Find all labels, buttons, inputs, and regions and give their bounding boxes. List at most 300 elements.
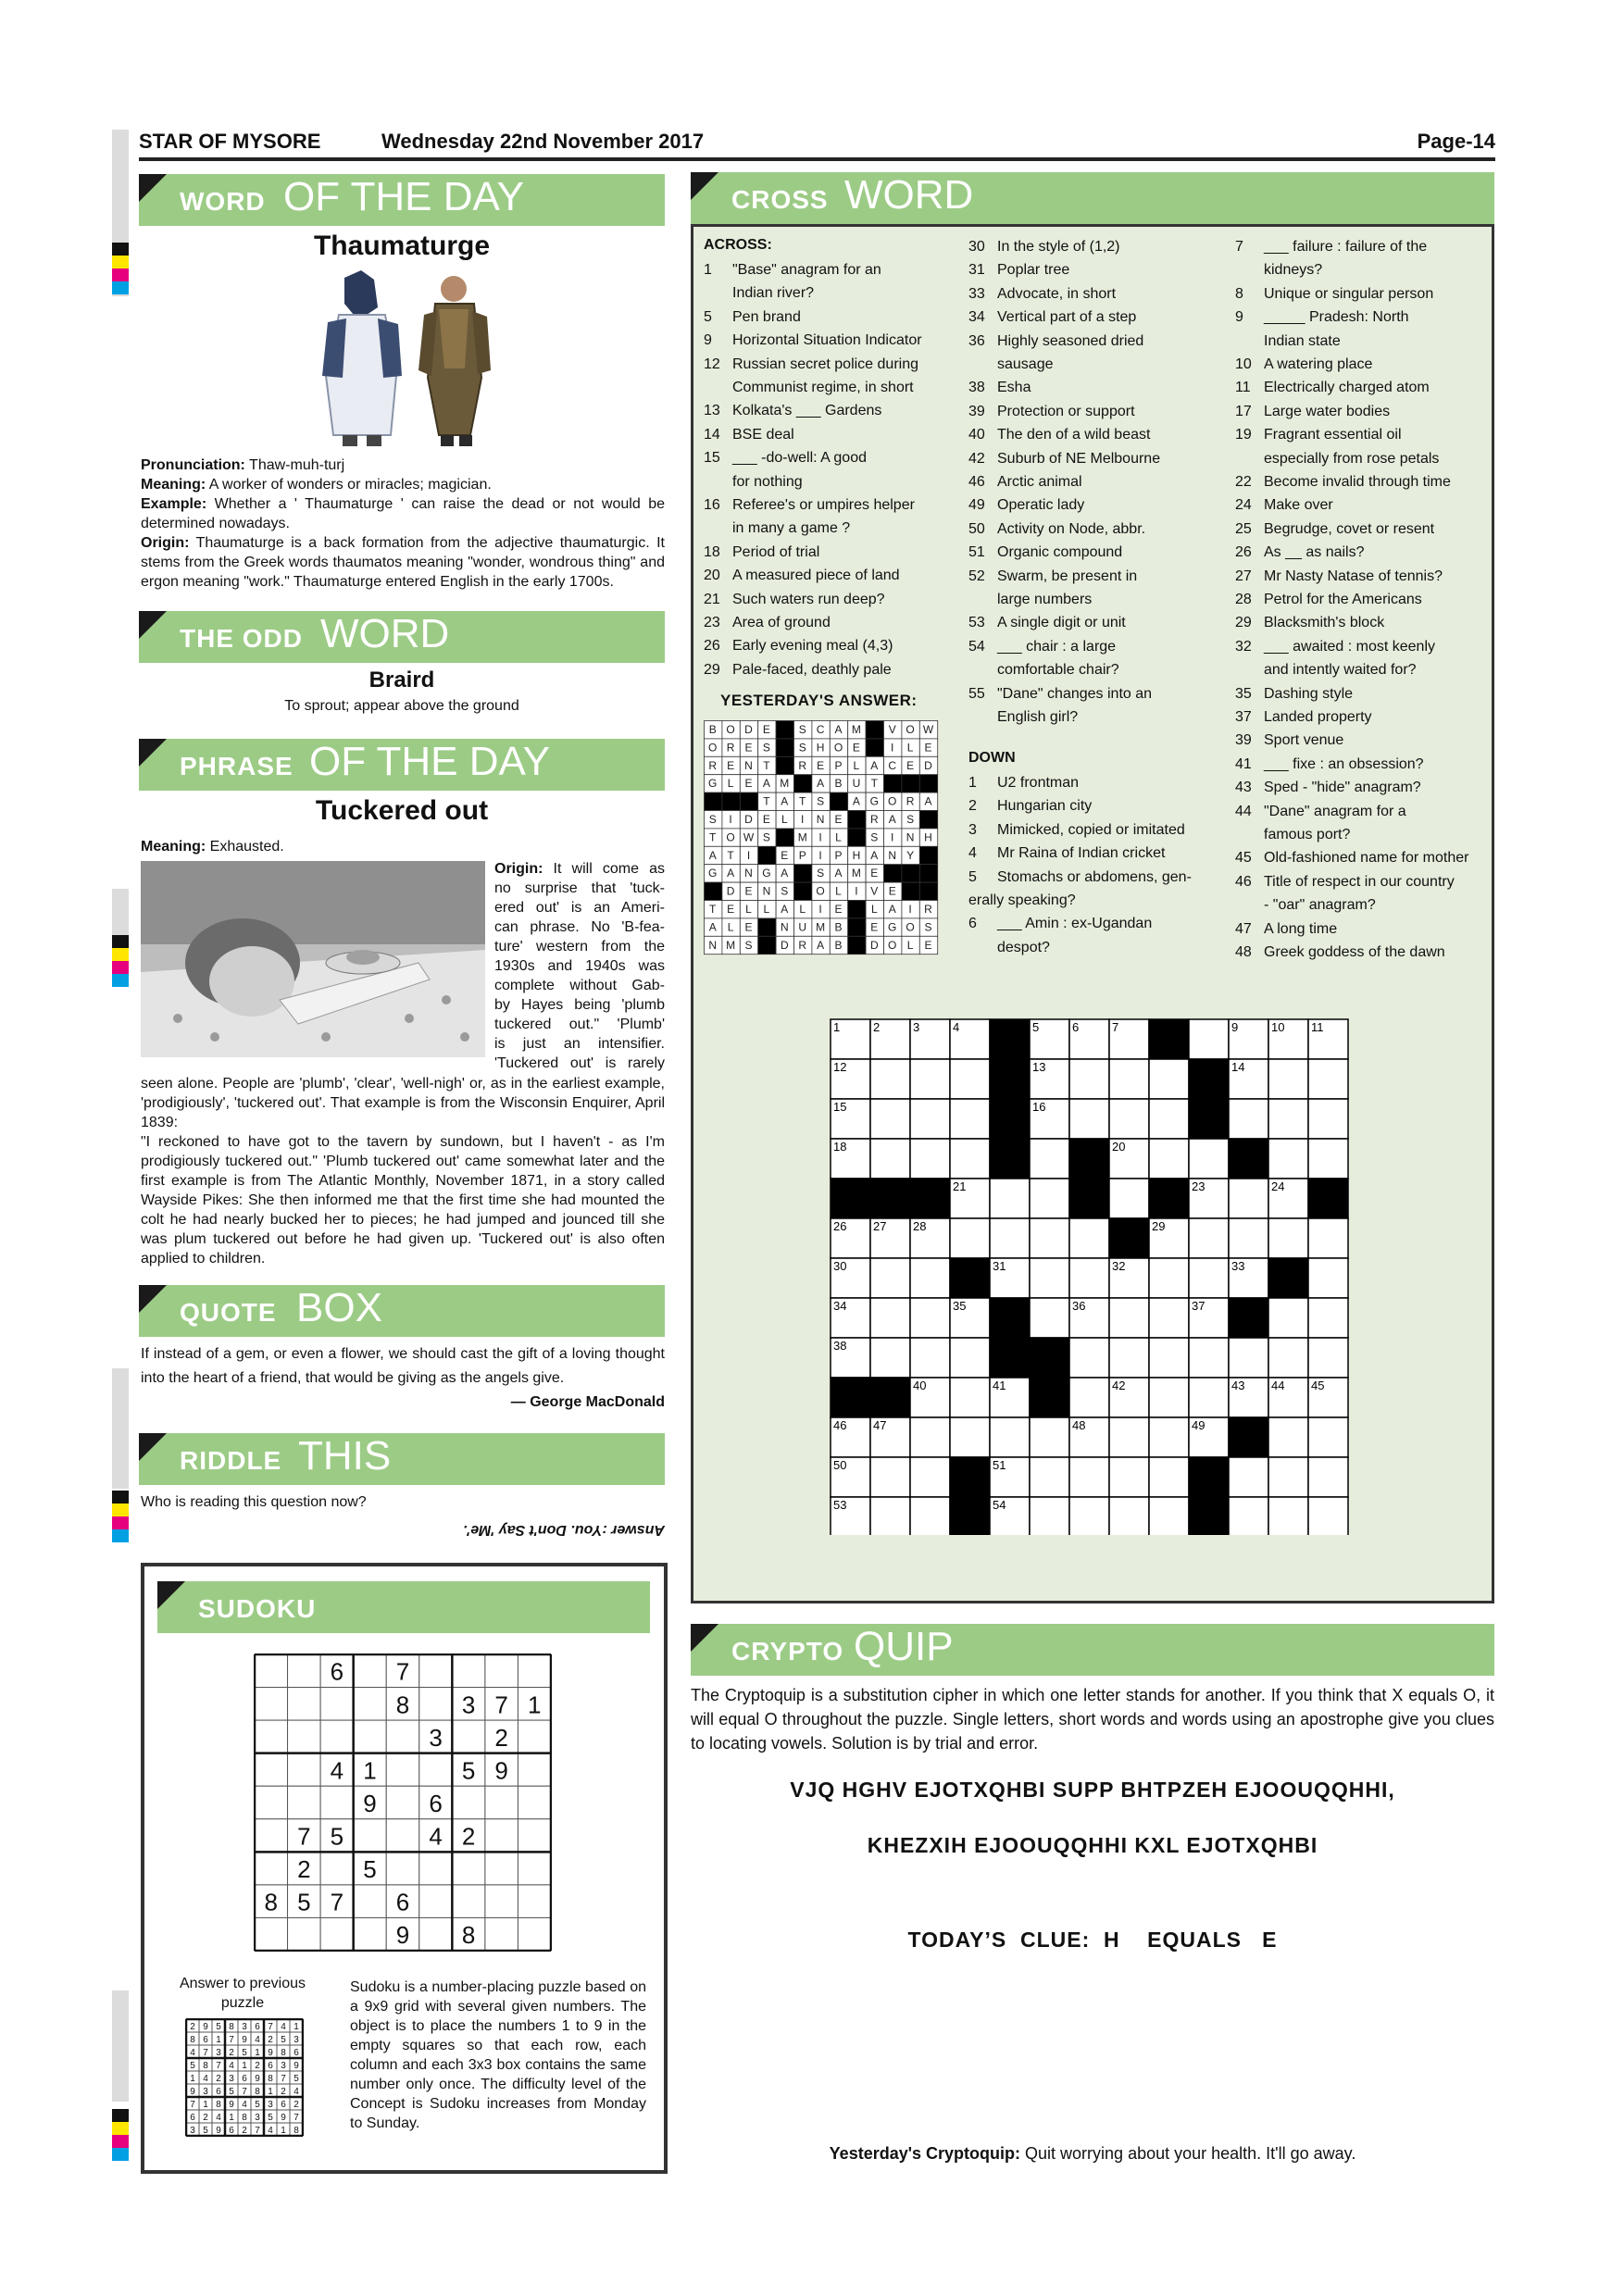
answer-number: 8 [268, 2073, 273, 2084]
answer-number: 7 [268, 2021, 273, 2032]
sudoku-cell[interactable] [255, 1720, 288, 1753]
answer-number: 4 [242, 2099, 247, 2110]
crossword-cell[interactable] [1149, 1059, 1189, 1099]
clue-number: 17 [1235, 403, 1252, 419]
clue-text: A single digit or unit [997, 615, 1126, 631]
answer-letter: E [762, 723, 770, 736]
header-small-text: QUOTE [180, 1298, 277, 1327]
crossword-cell[interactable] [870, 1457, 910, 1497]
cell-number: 36 [1072, 1299, 1086, 1313]
clue-item [704, 306, 959, 329]
clue-item [1235, 306, 1494, 353]
clue-number: 52 [968, 568, 985, 584]
crossword-cell[interactable] [1308, 1258, 1348, 1298]
clue-text: ___ fixe : an obsession? [1264, 755, 1424, 772]
crossword-cell[interactable] [1229, 1099, 1268, 1139]
issue-date: Wednesday 22nd November 2017 [381, 130, 705, 153]
cell-number: 8 [1152, 1020, 1159, 1034]
clue-text: ___ awaited : most keenly and intently waited for? [1264, 638, 1435, 679]
answer-letter: I [729, 813, 732, 826]
crossword-cell[interactable] [1109, 1497, 1149, 1535]
answer-number: 1 [203, 2099, 208, 2110]
sudoku-cell[interactable] [419, 1885, 453, 1918]
sudoku-cell[interactable] [386, 1852, 419, 1885]
answer-number: 9 [268, 2047, 273, 2058]
answer-letter: S [744, 938, 753, 952]
clue-item [968, 794, 1228, 817]
answer-letter: C [888, 758, 897, 772]
answer-letter: N [906, 830, 915, 844]
crossword-cell[interactable] [870, 1059, 910, 1099]
crossword-cell[interactable] [1268, 1338, 1308, 1378]
answer-number: 8 [242, 2112, 247, 2123]
riddle-question: Who is reading this question now? [141, 1494, 367, 1510]
crossword-cell[interactable] [1109, 1417, 1149, 1457]
sudoku-cell[interactable] [255, 1654, 288, 1688]
clue-number: 25 [1235, 520, 1252, 537]
crossword-cell[interactable] [1189, 1338, 1229, 1378]
quote-author: — George MacDonald [510, 1394, 665, 1410]
clue-item [704, 353, 959, 400]
sudoku-cell[interactable] [485, 1786, 518, 1819]
clue-item [1235, 800, 1494, 847]
clue-number: 38 [968, 380, 985, 396]
color-registration-marks [112, 2109, 129, 2161]
answer-number: 5 [242, 2047, 247, 2058]
crossword-cell[interactable] [1308, 1497, 1348, 1535]
crossword-cell[interactable] [1268, 1059, 1308, 1099]
clue-text: ___ chair : a large comfortable chair? [997, 638, 1119, 679]
crossword-cell[interactable] [870, 1298, 910, 1338]
crossword-cell[interactable] [870, 1258, 910, 1298]
black-square [776, 721, 793, 739]
sudoku-cell[interactable] [386, 1720, 419, 1753]
crossword-cell[interactable] [1030, 1457, 1069, 1497]
crossword-cell[interactable] [1030, 1258, 1069, 1298]
crossword-cell[interactable] [1109, 1338, 1149, 1378]
crossword-cell[interactable] [950, 1338, 990, 1378]
answer-number: 4 [255, 2034, 260, 2045]
crossword-cell[interactable] [910, 1417, 950, 1457]
origin-line: Origin: It will come as [494, 861, 665, 877]
crossword-cell[interactable] [1149, 1378, 1189, 1417]
answer-letter: S [906, 813, 915, 826]
crossword-cell[interactable] [1030, 1218, 1069, 1258]
crossword-cell[interactable] [910, 1059, 950, 1099]
clue-number: 43 [1235, 780, 1252, 796]
sudoku-cell[interactable] [518, 1786, 551, 1819]
sudoku-cell[interactable] [354, 1654, 387, 1688]
clue-item [968, 376, 1228, 399]
clue-number: 45 [1235, 850, 1252, 867]
crossword-cell[interactable] [1189, 1258, 1229, 1298]
crossword-cell[interactable] [910, 1258, 950, 1298]
answer-letter: E [817, 758, 825, 772]
sudoku-cell[interactable] [255, 1852, 288, 1885]
sudoku-cell[interactable] [255, 1917, 288, 1951]
answer-number: 6 [294, 2047, 299, 2058]
crossword-cell[interactable] [1149, 1338, 1189, 1378]
answer-letter: A [888, 903, 896, 916]
crossword-cell[interactable] [990, 1179, 1030, 1218]
origin-line: no surprise that 'tuck- [494, 880, 665, 896]
crossword-cell[interactable] [1109, 1457, 1149, 1497]
sudoku-cell[interactable] [452, 1720, 485, 1753]
clue-number: 7 [1235, 239, 1243, 255]
clue-text: Unique or singular person [1264, 285, 1434, 302]
black-square [794, 775, 812, 792]
crossword-cell[interactable] [1229, 1179, 1268, 1218]
crossword-cell[interactable] [1149, 1298, 1189, 1338]
clue-item [1235, 235, 1494, 282]
clue-text: Title of respect in our country - "oar" anagram? [1264, 873, 1455, 914]
answer-letter: I [818, 903, 822, 916]
answer-number: 8 [294, 2125, 299, 2136]
answer-letter: U [798, 920, 807, 934]
crossword-cell[interactable] [1189, 1378, 1229, 1417]
crossword-cell[interactable] [1308, 1218, 1348, 1258]
clue-item [1235, 753, 1494, 776]
crossword-cell[interactable] [1149, 1139, 1189, 1179]
clue-item [968, 470, 1228, 493]
clue-number: 31 [968, 262, 985, 279]
answer-number: 3 [216, 2047, 221, 2058]
answer-letter: A [727, 867, 735, 880]
answer-letter: A [888, 813, 896, 826]
crossword-cell[interactable] [1308, 1099, 1348, 1139]
crossword-cell[interactable] [1030, 1179, 1069, 1218]
crossword-cell[interactable] [1268, 1139, 1308, 1179]
sudoku-cell[interactable] [419, 1753, 453, 1787]
crossword-cell[interactable] [1030, 1497, 1069, 1535]
crossword-cell[interactable] [1268, 1417, 1308, 1457]
corner-triangle [139, 174, 167, 202]
clue-item [704, 564, 959, 587]
answer-letter: R [869, 813, 879, 826]
cell-number: 7 [1112, 1020, 1119, 1034]
sudoku-cell[interactable] [320, 1786, 354, 1819]
crossword-cell[interactable] [1189, 1218, 1229, 1258]
cryptoquip-header [691, 1624, 1494, 1676]
crossword-cell[interactable] [990, 1417, 1030, 1457]
clue-item [968, 306, 1228, 329]
crossword-cell[interactable] [1149, 1497, 1189, 1535]
clue-text: Early evening meal (4,3) [732, 638, 893, 655]
black-square [884, 865, 902, 882]
sudoku-cell[interactable] [354, 1885, 387, 1918]
clue-number: 23 [704, 615, 720, 630]
black-square [990, 1338, 1030, 1378]
cell-number: 41 [993, 1379, 1006, 1392]
sudoku-cell[interactable] [288, 1917, 321, 1951]
sudoku-cell[interactable] [518, 1819, 551, 1853]
answer-letter: B [834, 777, 843, 791]
clue-text: erally speaking? [968, 892, 1076, 908]
clue-item [1235, 682, 1494, 705]
crossword-cell[interactable] [910, 1338, 950, 1378]
sudoku-cell[interactable] [288, 1786, 321, 1819]
header-big-text: WORD [844, 172, 974, 218]
sudoku-cell[interactable] [518, 1753, 551, 1787]
answer-letter: M [851, 867, 861, 880]
crossword-cell[interactable] [1308, 1417, 1348, 1457]
sudoku-cell[interactable] [320, 1720, 354, 1753]
sudoku-cell[interactable] [518, 1654, 551, 1688]
crossword-cell[interactable] [950, 1218, 990, 1258]
black-square [722, 792, 740, 810]
crossword-cell[interactable] [910, 1139, 950, 1179]
example-paragraph: Example: Whether a ' Thaumaturge ' can raise the dead or not would be determined nowadays. [141, 496, 666, 531]
crossword-cell[interactable] [990, 1218, 1030, 1258]
clue-text: Mr Nasty Natase of tennis? [1264, 568, 1443, 584]
origin-line: complete without Gab- [494, 978, 665, 993]
crossword-cell[interactable] [950, 1378, 990, 1417]
clue-text: Mr Raina of Indian cricket [997, 845, 1166, 862]
crossword-cell[interactable] [910, 1457, 950, 1497]
clue-text: Electrically charged atom [1264, 380, 1430, 396]
answer-letter: V [888, 723, 896, 736]
crossword-cell[interactable] [1268, 1099, 1308, 1139]
clue-item [1235, 423, 1494, 470]
crossword-cell[interactable] [1268, 1298, 1308, 1338]
answer-number: 3 [281, 2060, 286, 2071]
clue-text: ___ Amin : ex-Ugandan despot? [997, 916, 1153, 955]
black-square [1229, 1139, 1268, 1179]
clue-number: 29 [1235, 615, 1252, 631]
sudoku-cell[interactable] [354, 1819, 387, 1853]
cell-number: 35 [953, 1299, 967, 1313]
header-small-text: SUDOKU [198, 1594, 317, 1623]
sudoku-cell[interactable] [485, 1852, 518, 1885]
black-square [910, 1179, 950, 1218]
sudoku-cell[interactable] [288, 1654, 321, 1688]
sudoku-cell[interactable] [288, 1688, 321, 1721]
clue-text: Sped - "hide" anagram? [1264, 780, 1421, 796]
answer-letter: M [797, 830, 807, 844]
clue-text: As __ as nails? [1264, 544, 1365, 561]
sudoku-cell[interactable] [452, 1654, 485, 1688]
crossword-cell[interactable] [1268, 1457, 1308, 1497]
color-registration-marks [112, 243, 129, 294]
sudoku-cell[interactable] [386, 1786, 419, 1819]
sudoku-cell[interactable] [485, 1654, 518, 1688]
sudoku-cell[interactable] [386, 1819, 419, 1853]
crossword-cell[interactable] [1069, 1378, 1109, 1417]
clue-item [968, 493, 1228, 517]
clue-item [704, 634, 959, 657]
cell-number: 55 [1192, 1498, 1206, 1512]
cell-number: 1 [833, 1020, 841, 1034]
cell-number: 26 [833, 1219, 847, 1233]
sudoku-cell[interactable] [419, 1917, 453, 1951]
crossword-cell[interactable] [1149, 1457, 1189, 1497]
answer-letter: A [708, 920, 717, 934]
crossword-cell[interactable] [1229, 1497, 1268, 1535]
crossword-cell[interactable] [1308, 1457, 1348, 1497]
corner-triangle [157, 1581, 185, 1609]
answer-letter: O [906, 920, 915, 934]
answer-letter: O [888, 794, 897, 808]
clue-number: 10 [1235, 356, 1252, 372]
crossword-cell[interactable] [1189, 1019, 1229, 1059]
clue-text: Swarm, be present in large numbers [997, 568, 1138, 607]
cell-number: 39 [1032, 1339, 1046, 1353]
sudoku-cell[interactable] [320, 1917, 354, 1951]
crossword-cell[interactable] [1109, 1179, 1149, 1218]
crossword-cell[interactable] [1069, 1457, 1109, 1497]
sudoku-cell[interactable] [255, 1819, 288, 1853]
crossword-cell[interactable] [1308, 1139, 1348, 1179]
cell-number: 20 [1112, 1140, 1126, 1154]
crossword-cell[interactable] [950, 1059, 990, 1099]
answer-letter: E [744, 741, 753, 755]
crossword-cell[interactable] [1069, 1218, 1109, 1258]
sudoku-cell[interactable] [320, 1852, 354, 1885]
answer-number: 7 [281, 2073, 286, 2084]
answer-letter: D [924, 758, 932, 772]
crossword-cell[interactable] [950, 1417, 990, 1457]
black-square [848, 901, 866, 918]
answer-letter: A [708, 848, 717, 862]
clue-number: 24 [1235, 497, 1252, 514]
answer-number: 8 [203, 2060, 208, 2071]
crossword-cell[interactable] [1268, 1497, 1308, 1535]
sudoku-cell[interactable] [419, 1654, 453, 1688]
sudoku-cell[interactable] [485, 1885, 518, 1918]
sudoku-cell[interactable] [452, 1852, 485, 1885]
sudoku-cell[interactable] [354, 1720, 387, 1753]
sudoku-cell[interactable] [354, 1917, 387, 1951]
sudoku-cell[interactable] [518, 1720, 551, 1753]
crossword-cell[interactable] [1109, 1099, 1149, 1139]
crossword-cell[interactable] [1149, 1417, 1189, 1457]
sudoku-cell[interactable] [419, 1688, 453, 1721]
sudoku-cell[interactable] [518, 1917, 551, 1951]
sudoku-cell[interactable] [288, 1753, 321, 1787]
crossword-cell[interactable] [870, 1139, 910, 1179]
sudoku-cell[interactable] [419, 1852, 453, 1885]
clue-text: U2 frontman [997, 775, 1080, 791]
cell-number: 16 [1032, 1100, 1046, 1114]
cell-number: 21 [953, 1179, 967, 1193]
crossword-cell[interactable] [1308, 1298, 1348, 1338]
clue-text: A measured piece of land [732, 568, 900, 584]
sudoku-cell[interactable] [255, 1688, 288, 1721]
cell-number: 54 [993, 1498, 1006, 1512]
clue-number: 39 [1235, 732, 1252, 749]
sudoku-cell[interactable] [485, 1819, 518, 1853]
crossword-cell[interactable] [1069, 1258, 1109, 1298]
cell-number: 37 [1192, 1299, 1206, 1313]
answer-number: 8 [190, 2034, 195, 2045]
color-registration-marks [112, 935, 129, 987]
crossword-cell[interactable] [870, 1338, 910, 1378]
crossword-cell[interactable] [1268, 1218, 1308, 1258]
black-square [919, 811, 937, 829]
sudoku-cell[interactable] [386, 1753, 419, 1787]
crossword-cell[interactable] [1069, 1059, 1109, 1099]
crossword-cell[interactable] [1030, 1298, 1069, 1338]
crossword-cell[interactable] [910, 1298, 950, 1338]
answer-number: 6 [268, 2060, 273, 2071]
sudoku-cell[interactable] [452, 1786, 485, 1819]
cell-number: 12 [833, 1060, 847, 1074]
answer-number: 5 [190, 2060, 195, 2071]
sudoku-cell[interactable] [518, 1885, 551, 1918]
answer-letter: E [852, 741, 860, 755]
crossword-cell[interactable] [1229, 1338, 1268, 1378]
answer-letter: R [798, 938, 807, 952]
crossword-cell[interactable] [1229, 1457, 1268, 1497]
sudoku-answer-label: Answer to previous puzzle [179, 1976, 306, 2011]
given-number: 7 [297, 1822, 311, 1851]
answer-number: 8 [216, 2099, 221, 2110]
cell-number: 19 [993, 1140, 1006, 1154]
crossword-cell[interactable] [1308, 1338, 1348, 1378]
given-number: 9 [494, 1756, 508, 1785]
crossword-cell[interactable] [1069, 1338, 1109, 1378]
crossword-cell[interactable] [1069, 1497, 1109, 1535]
crossword-cell[interactable] [1189, 1139, 1229, 1179]
crossword-cell[interactable] [1109, 1298, 1149, 1338]
sudoku-cell[interactable] [452, 1885, 485, 1918]
crossword-cell[interactable] [1109, 1059, 1149, 1099]
crossword-cell[interactable] [950, 1139, 990, 1179]
clue-number: 1 [704, 262, 712, 278]
sudoku-cell[interactable] [288, 1720, 321, 1753]
answer-number: 6 [203, 2034, 208, 2045]
crossword-cell[interactable] [1229, 1218, 1268, 1258]
header-big-text: OF THE DAY [309, 739, 550, 784]
crossword-cell[interactable] [1308, 1059, 1348, 1099]
crossword-cell[interactable] [870, 1099, 910, 1139]
black-square [902, 775, 919, 792]
crossword-cell[interactable] [1030, 1417, 1069, 1457]
crossword-cell[interactable] [1149, 1099, 1189, 1139]
black-square [1229, 1417, 1268, 1457]
clue-number: 15 [704, 450, 720, 467]
answer-letter: E [744, 884, 753, 898]
sudoku-cell[interactable] [485, 1917, 518, 1951]
sudoku-instructions: Sudoku is a number-placing puzzle based on a 9x9 grid with several given numbers. The object is to place the numbers 1 to 9 in the empty squares so that each row, each column and each 3x3 box contains the same number only once. The difficulty level of the Concept is Sudoku increases from Monday to Sunday. [350, 1979, 646, 2131]
crossword-cell[interactable] [1069, 1099, 1109, 1139]
answer-letter: N [780, 920, 789, 934]
sudoku-cell[interactable] [354, 1688, 387, 1721]
crossword-cell[interactable] [910, 1497, 950, 1535]
answer-number: 6 [229, 2125, 234, 2136]
clue-number: 46 [968, 474, 985, 490]
sudoku-cell[interactable] [255, 1753, 288, 1787]
crossword-cell[interactable] [910, 1099, 950, 1139]
given-number: 2 [494, 1723, 508, 1752]
sudoku-cell[interactable] [320, 1688, 354, 1721]
answer-letter: I [908, 903, 912, 916]
answer-letter: S [708, 813, 717, 826]
sudoku-cell[interactable] [255, 1786, 288, 1819]
crossword-cell[interactable] [1030, 1139, 1069, 1179]
cell-number: 45 [1311, 1379, 1325, 1392]
clue-item [968, 235, 1228, 258]
clue-number: 20 [704, 568, 720, 584]
sudoku-cell[interactable] [518, 1852, 551, 1885]
cell-number: 4 [953, 1020, 960, 1034]
crossword-cell[interactable] [950, 1099, 990, 1139]
clue-text: Period of trial [732, 543, 820, 560]
corner-triangle [691, 172, 718, 200]
crossword-cell[interactable] [1149, 1258, 1189, 1298]
black-square [884, 775, 902, 792]
crossword-cell[interactable] [870, 1497, 910, 1535]
